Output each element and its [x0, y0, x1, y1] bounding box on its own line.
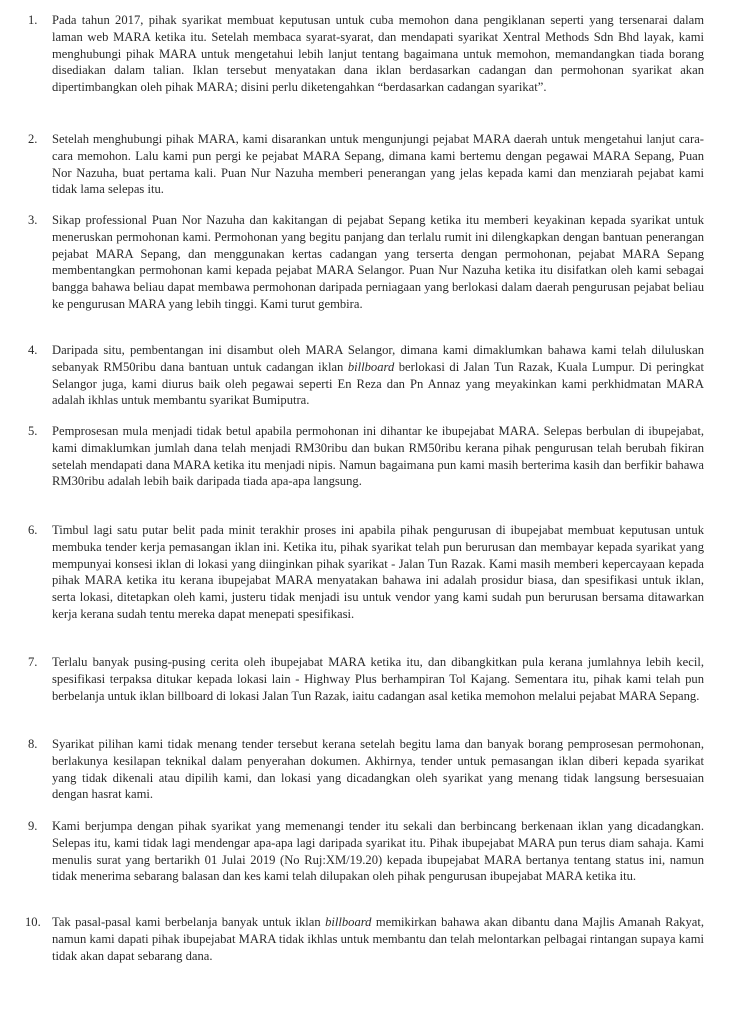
- item-text-italic: billboard: [325, 915, 372, 929]
- item-text: Pada tahun 2017, pihak syarikat membuat keputusan untuk cuba memohon dana pengiklanan seperti yang tersenarai dalam laman web MARA ketika itu. Setelah membaca syarat-syarat, dan mendapati syarikat Xentral Methods Sdn Bhd layak, kami menghubungi pihak MARA untuk mengetahui lebih lanjut tentang bagaimana untuk memohon, memandangkan tiada borang disediakan dalam talian. Iklan tersebut menyatakan dana iklan berdasarkan cadangan dan permohonan syarikat akan dipertimbangkan oleh pihak MARA; disini perlu diketengahkan “berdasarkan cadangan syarikat”.: [52, 13, 704, 95]
- item-number: 3.: [28, 213, 38, 227]
- item-number: 5.: [28, 424, 38, 438]
- item-text-part: berlokasi di Jalan Tun Razak, Kuala Lumpur. Di peringkat Selangor juga, kami diurus baik oleh pegawai seperti En Reza dan Pn Annaz yang meyakinkan kami perkhidmatan MARA adalah ikhlas untuk membantu syarikat Bumiputra.: [52, 359, 704, 408]
- item-number: 4.: [28, 343, 38, 357]
- item-number: 8.: [28, 737, 38, 751]
- item-text: Syarikat pilihan kami tidak menang tender tersebut kerana setelah begitu lama dan banyak borang pemprosesan permohonan, berlakunya kesilapan teknikal dalam penyerahan dokumen. Akhirnya, tender untuk pemasangan iklan diberi kepada syarikat yang tidak dikenali atau dipilih kami, dan lokasi yang dicadangkan oleh syarikat yang menang tidak langsung bersesuaian dengan hasrat kami.: [52, 737, 704, 802]
- item-number: 6.: [28, 523, 38, 537]
- item-text: Pemprosesan mula menjadi tidak betul apabila permohonan ini dihantar ke ibupejabat MARA. Selepas berbulan di ibupejabat, kami dimaklumkan jumlah dana telah menjadi RM30ribu dan bukan RM50ribu kerana pihak pengurusan telah berubah fikiran setelah mendapati dana MARA ketika itu menjadi nipis. Namun bagaimana pun kami masih berterima kasih dan berfikir bahawa RM30ribu adalah lebih baik daripada tiada apa-apa langsung.: [52, 424, 704, 489]
- item-text: Sikap professional Puan Nor Nazuha dan kakitangan di pejabat Sepang ketika itu memberi keyakinan kepada syarikat untuk meneruskan permohonan kami. Permohonan yang begitu panjang dan terlalu rumit ini dilengkapkan dengan bantuan penerangan pejabat MARA Sepang, dan menggunakan kertas cadangan yang terserta dengan permohonan, pejabat MARA Sepang membentangkan permohonan kami kepada pejabat MARA Selangor. Puan Nur Nazuha ketika itu disifatkan oleh kami sebagai bangga bahawa beliau dapat membawa permohonan daripada perniagaan yang berlokasi dalam daerah pengurusan pejabat beliau ke pengurusan MARA yang lebih tinggi. Kami turut gembira.: [52, 213, 704, 311]
- item-number: 9.: [28, 819, 38, 833]
- item-number: 1.: [28, 13, 38, 27]
- item-text: Kami berjumpa dengan pihak syarikat yang memenangi tender itu sekali dan berbincang berkenaan iklan yang dicadangkan. Selepas itu, kami tidak lagi mendengar apa-apa lagi daripada syarikat itu. Pihak ibupejabat MARA pun terus diam sahaja. Kami menulis surat yang bertarikh 01 Julai 2019 (No Ruj:XM/19.20) kepada ibupejabat MARA bertanya tentang status ini, namun tidak menerima sebarang balasan dan kes kami telah dilupakan oleh pihak pengurusan ibupejabat MARA ketika itu.: [52, 819, 704, 884]
- item-text-part: Daripada situ, pembentangan ini disambut oleh MARA Selangor, dimana kami dimaklumkan bahawa kami telah diluluskan sebanyak RM50ribu dana bantuan untuk cadangan iklan: [52, 343, 704, 374]
- item-text-italic: billboard: [347, 359, 395, 374]
- item-text-part: memikirkan bahawa akan dibantu dana Majlis Amanah Rakyat, namun kami dapati pihak ibupejabat MARA tidak ikhlas untuk membantu dan telah melontarkan pelbagai rintangan supaya kami tidak akan dapat sebarang dana.: [52, 915, 705, 963]
- item-number: 10.: [25, 915, 41, 929]
- item-text: [52, 342, 704, 409]
- item-text-part: Tak pasal-pasal kami berbelanja banyak untuk iklan: [52, 915, 326, 929]
- item-text: Setelah menghubungi pihak MARA, kami disarankan untuk mengunjungi pejabat MARA daerah untuk mengetahui lanjut cara-cara memohon. Lalu kami pun pergi ke pejabat MARA Sepang, dimana kami bertemu dengan pegawai MARA Sepang, Puan Nor Nazuha, buat pertama kali. Puan Nur Nazuha memberi penerangan yang jelas kepada kami dan menziarah pejabat kami tidak lama selepas itu.: [52, 132, 704, 197]
- item-text: [52, 914, 704, 964]
- item-text: Timbul lagi satu putar belit pada minit terakhir proses ini apabila pihak pengurusan di ibupejabat membuat keputusan untuk membuka tender kerja pemasangan iklan ini. Ketika itu, pihak syarikat telah pun berurusan dan membayar kepada syarikat yang mempunyai konsesi iklan di lokasi yang diinginkan pihak syarikat - Jalan Tun Razak. Kami masih memberi kepercayaan kepada pihak MARA ketika itu kerana ibupejabat MARA menyatakan bahawa ini adalah prosidur biasa, dan spesifikasi untuk iklan, serta lokasi, ditetapkan oleh kami, justeru tidak menjadi isu untuk vendor yang kami sudah pun berurusan bersama ditawarkan kerja kerana sudah tentu mereka dapat menepati spesifikasi.: [52, 523, 704, 621]
- item-text: Terlalu banyak pusing-pusing cerita oleh ibupejabat MARA ketika itu, dan dibangkitkan pula kerana jumlahnya lebih kecil, spesifikasi terpaksa ditukar kepada lokasi lain - Highway Plus berhampiran Tol Kajang. Sementara itu, pihak kami telah pun berbelanja untuk iklan billboard di lokasi Jalan Tun Razak, iaitu cadangan asal ketika memohon melalui pejabat MARA Sepang.: [52, 655, 704, 703]
- item-number: 2.: [28, 132, 38, 146]
- item-number: 7.: [28, 655, 38, 669]
